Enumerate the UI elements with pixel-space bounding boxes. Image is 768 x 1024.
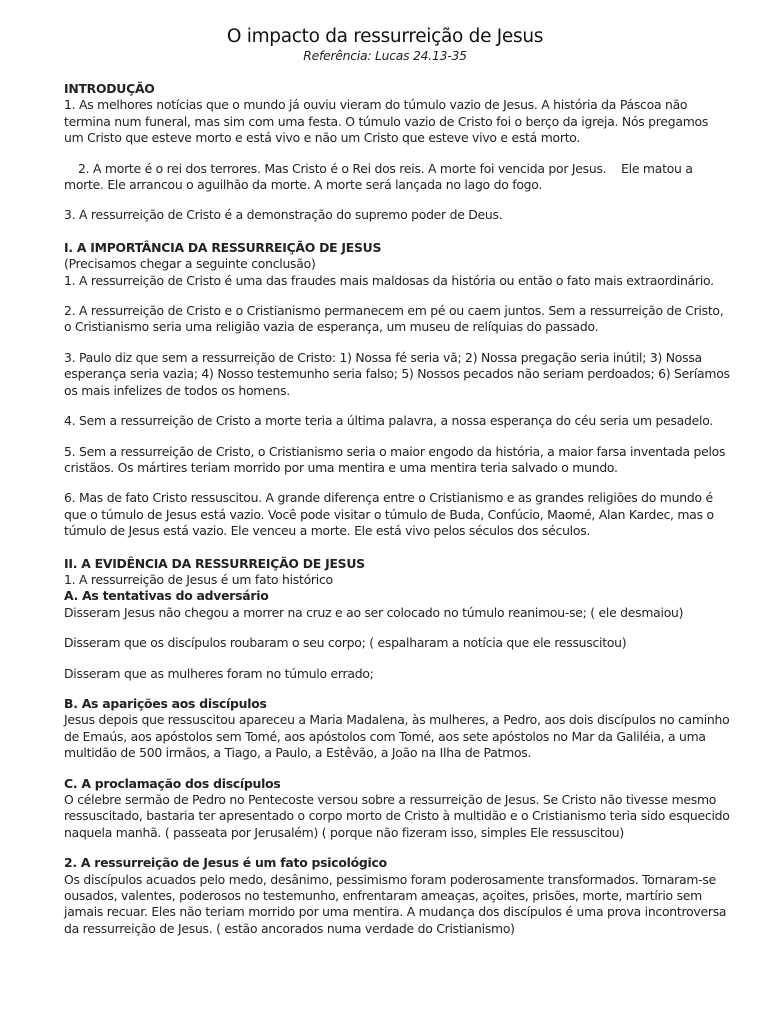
section-1-paragraph-2: 2. A ressurreição de Cristo e o Cristianismo permanecem em pé ou caem juntos. Sem a ressurreição de Cristo, o Cristianismo seria uma religião vazia de esperança, um museu de relíquias do passado. xyxy=(64,303,724,335)
section-1-paragraph-4: 4. Sem a ressurreição de Cristo a morte teria a última palavra, a nossa esperança do céu seria um pesadelo. xyxy=(64,413,713,429)
subsection-a-paragraph-2: Disseram que os discípulos roubaram o seu corpo; ( espalharam a notícia que ele ressuscitou) xyxy=(64,635,627,651)
intro-paragraph-1: 1. As melhores notícias que o mundo já ouviu vieram do túmulo vazio de Jesus. A história da Páscoa não termina num funeral, mas sim com uma festa. O túmulo vazio de Cristo foi o berço da igreja. Nós pregamos um Cristo que esteve morto e está vivo e não um Cristo que esteve vivo e está morto. xyxy=(64,97,709,146)
reference-subtitle: Referência: Lucas 24.13-35 xyxy=(303,48,467,63)
subsection-b-heading: B. As aparições aos discípulos xyxy=(64,695,267,711)
subsection-a-paragraph-1: Disseram Jesus não chegou a morrer na cruz e ao ser colocado no túmulo reanimou-se; ( ele desmaiou) xyxy=(64,604,684,620)
intro-heading: INTRODUÇÃO xyxy=(64,81,155,96)
section-1-paragraph-3: 3. Paulo diz que sem a ressurreição de Cristo: 1) Nossa fé seria vã; 2) Nossa pregação seria inútil; 3) Nossa esperança seria vazia; 4) Nosso testemunho seria falso; 5) Nossos pecados não seriam perdoados; 6) Seríamos os mais infelizes de todos os homens. xyxy=(64,349,730,398)
section-1-paragraph-5: 5. Sem a ressurreição de Cristo, o Cristianismo seria o maior engodo da história, a maior farsa inventada pelos cristãos. Os mártires teriam morrido por uma mentira e uma mentira teria salvado o mundo. xyxy=(64,443,726,475)
section-1-note: (Precisamos chegar a seguinte conclusão) xyxy=(64,256,316,272)
intro-paragraph-2: 2. A morte é o rei dos terrores. Mas Cristo é o Rei dos reis. A morte foi vencida por Jesus. Ele matou a morte. Ele arrancou o aguilhão da morte. A morte será lançada no lago do fogo. xyxy=(64,160,697,193)
subsection-b-text: Jesus depois que ressuscitou apareceu a Maria Madalena, às mulheres, a Pedro, aos dois discípulos no caminho de Emaús, aos apóstolos sem Tomé, aos apóstolos com Tomé, aos sete apóstolos no Mar da Galiléia, a uma multidão de 500 irmãos, a Tiago, a Paulo, a Estêvão, a João na Ilha de Patmos. xyxy=(64,712,730,761)
section-2-point-1: 1. A ressurreição de Jesus é um fato histórico xyxy=(64,571,333,587)
subsection-a-paragraph-3: Disseram que as mulheres foram no túmulo errado; xyxy=(64,665,374,681)
section-2-heading: II. A EVIDÊNCIA DA RESSURREIÇÃO DE JESUS xyxy=(64,555,365,571)
section-2-point-2-heading: 2. A ressurreição de Jesus é um fato psicológico xyxy=(64,855,387,871)
section-2-point-2-text: Os discípulos acuados pelo medo, desânimo, pessimismo foram poderosamente transformados. Tornaram-se ousados, valentes, poderosos no testemunho, enfrentaram ameaças, açoites, prisões, morte, martírio sem jamais recuar. Eles não teriam morrido por uma mentira. A mudança dos discípulos é uma prova incontroversa da ressurreição de Jesus. ( estão ancorados numa verdade do Cristianismo) xyxy=(64,871,727,936)
section-1-heading: I. A IMPORTÂNCIA DA RESSURREIÇÃO DE JESUS xyxy=(64,239,382,255)
subsection-c-text: O célebre sermão de Pedro no Pentecoste versou sobre a ressurreição de Jesus. Se Cristo não tivesse mesmo ressuscitado, bastaria ter apresentado o corpo morto de Cristo à multidão e o Cristianismo teria sido esquecido naquela manhã. ( passeata por Jerusalém) ( porque não fizeram isso, simples Ele ressuscitou) xyxy=(64,792,730,840)
section-1-paragraph-6: 6. Mas de fato Cristo ressuscitou. A grande diferença entre o Cristianismo e as grandes religiões do mundo é que o túmulo de Jesus está vazio. Você pode visitar o túmulo de Buda, Confúcio, Maomé, Alan Kardec, mas o túmulo de Jesus está vazio. Ele venceu a morte. Ele está vivo pelos séculos dos séculos. xyxy=(64,490,714,539)
subsection-a-heading: A. As tentativas do adversário xyxy=(64,588,269,604)
intro-paragraph-3: 3. A ressurreição de Cristo é a demonstração do supremo poder de Deus. xyxy=(64,207,503,223)
page-title: O impacto da ressurreição de Jesus xyxy=(226,26,544,47)
subsection-c-heading: C. A proclamação dos discípulos xyxy=(64,775,281,791)
section-1-paragraph-1: 1. A ressurreição de Cristo é uma das fraudes mais maldosas da história ou então o fato mais extraordinário. xyxy=(64,272,714,288)
